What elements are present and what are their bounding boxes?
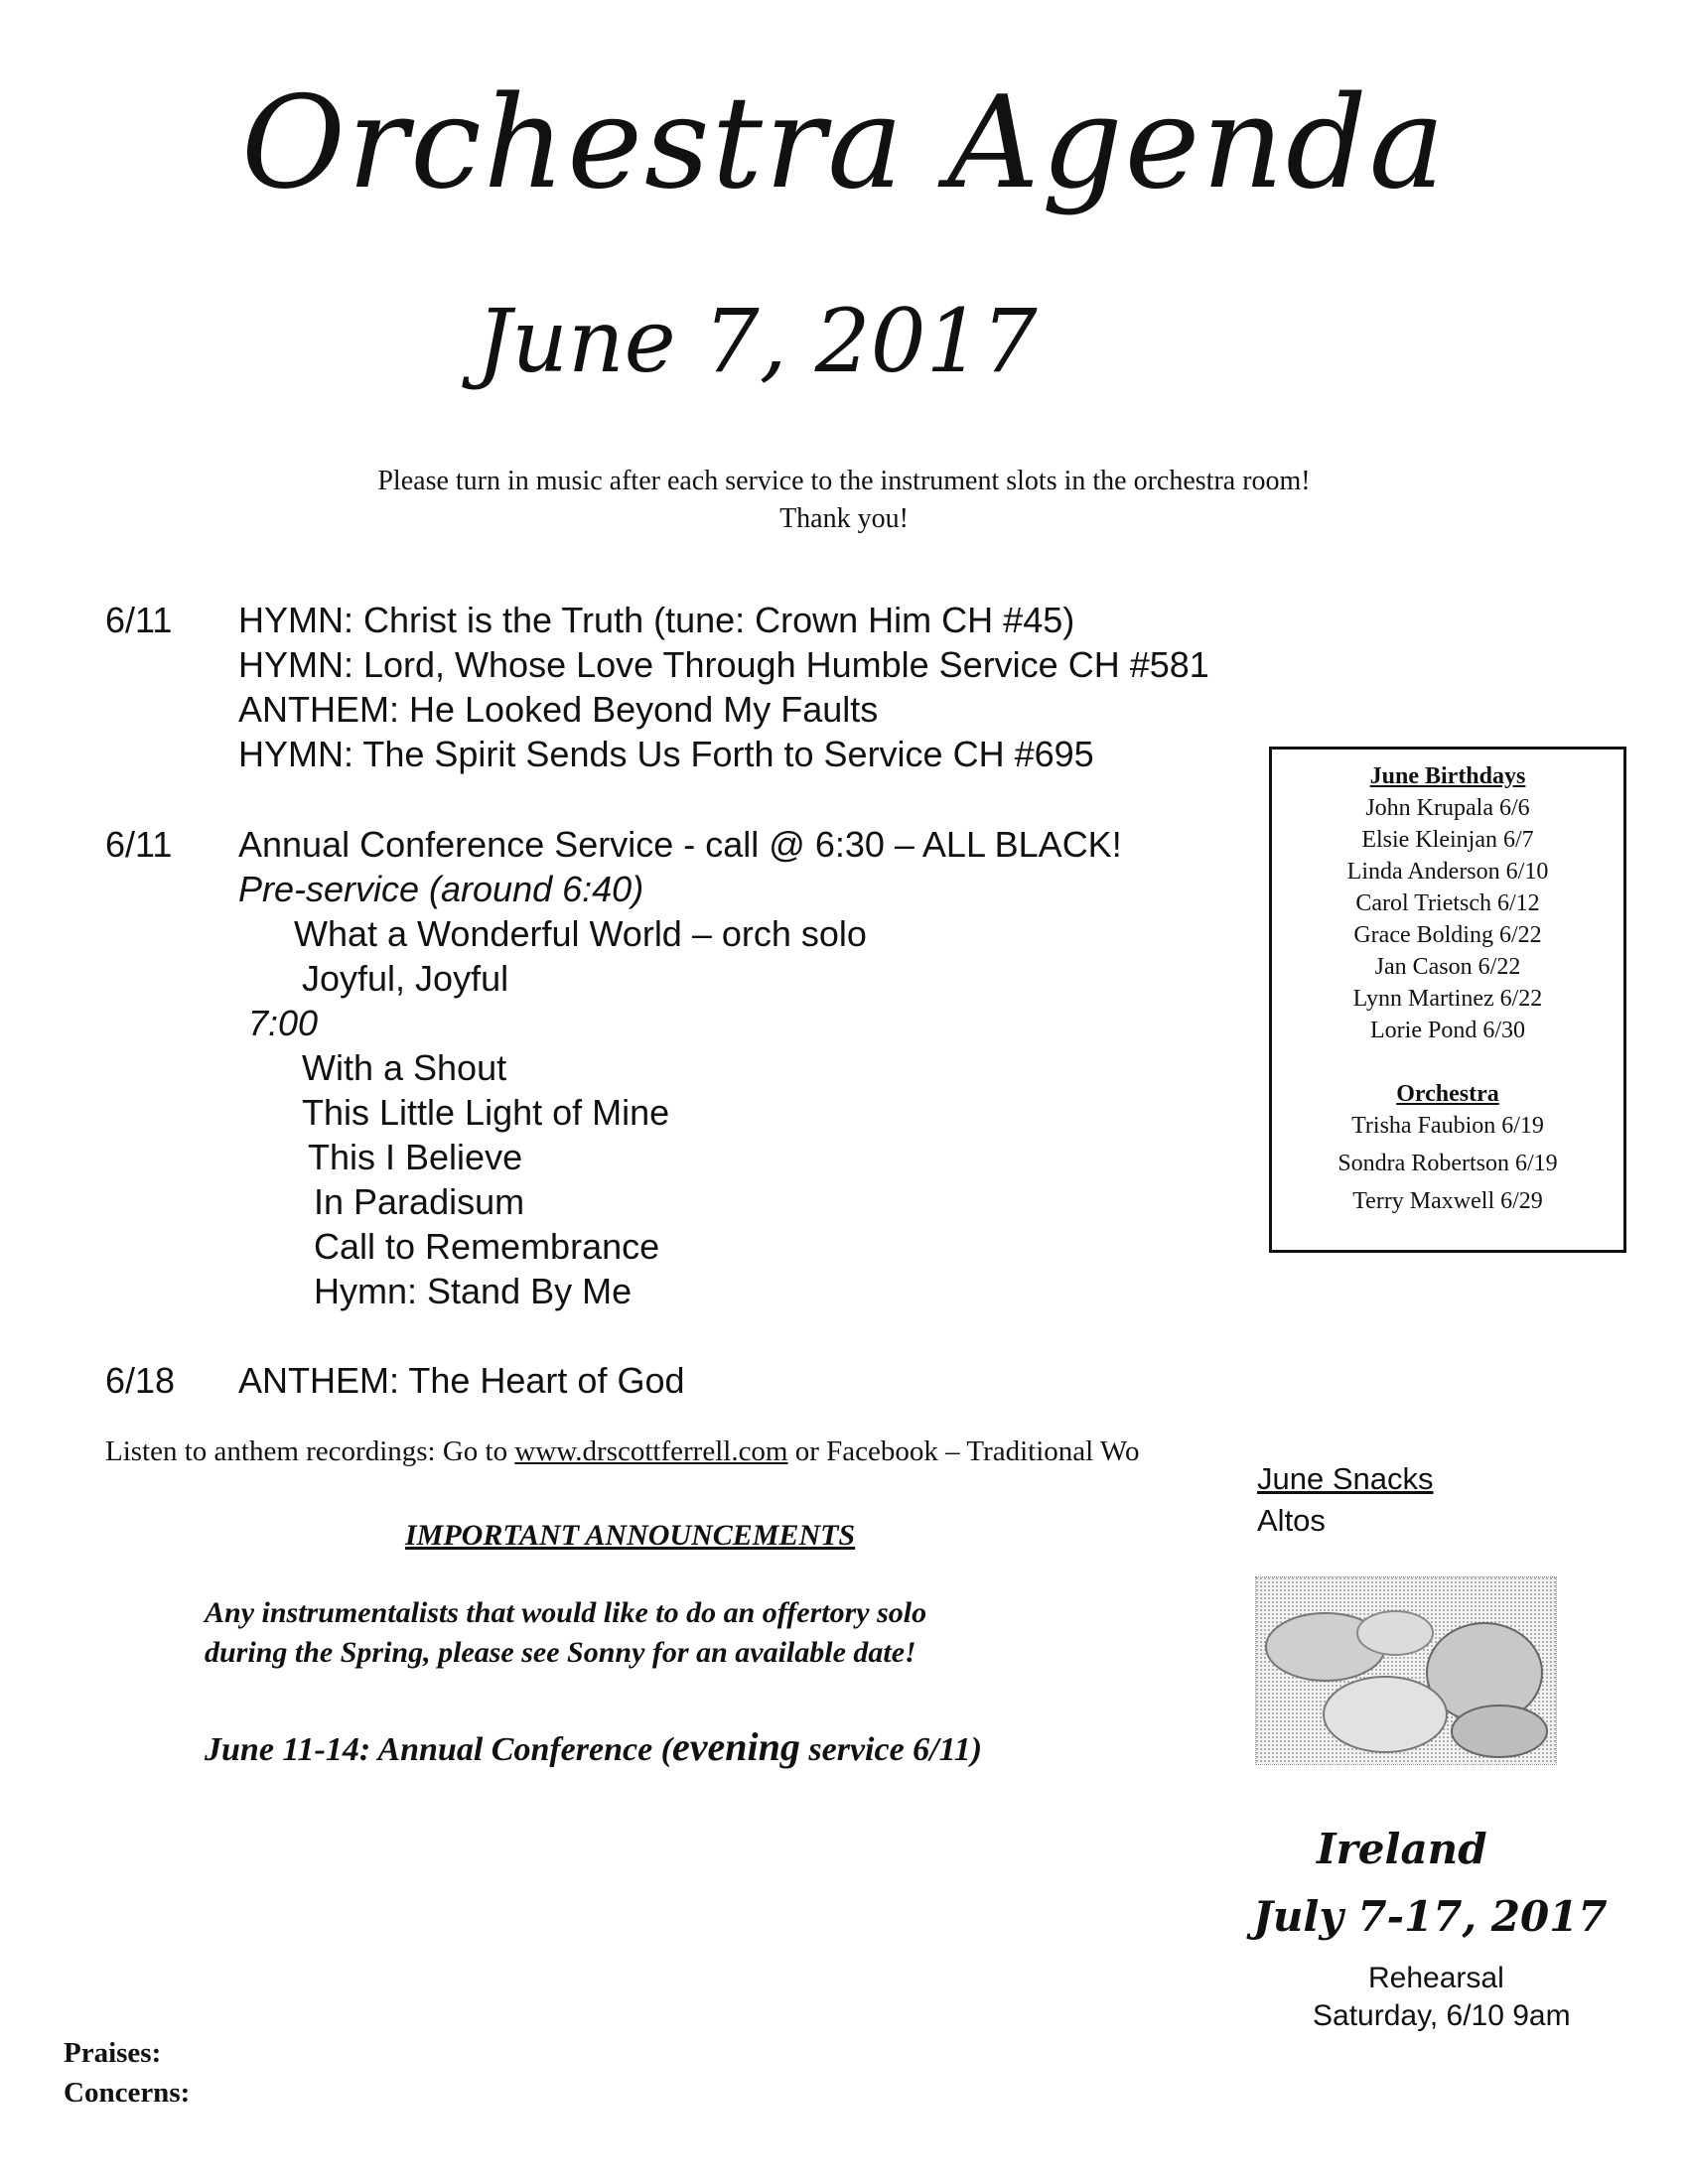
service-date-2: 6/11 xyxy=(105,824,173,865)
snacks-group: Altos xyxy=(1257,1503,1326,1538)
listen-prefix: Listen to anthem recordings: Go to xyxy=(105,1435,515,1467)
orchestra-birthday-entry: Terry Maxwell 6/29 xyxy=(1352,1188,1543,1214)
praises-label: Praises: xyxy=(64,2037,162,2069)
rehearsal-label: Rehearsal xyxy=(1368,1962,1504,1994)
service-2-item: Call to Remembrance xyxy=(314,1226,660,1267)
trip-dates: July 7-17, 2017 xyxy=(1253,1892,1608,1941)
service-3-item: ANTHEM: The Heart of God xyxy=(238,1360,685,1401)
service-1-item: ANTHEM: He Looked Beyond My Faults xyxy=(238,689,879,730)
orchestra-birthdays-heading: Orchestra xyxy=(1396,1081,1499,1107)
birthday-entry: Jan Cason 6/22 xyxy=(1374,954,1521,980)
birthday-entry: Linda Anderson 6/10 xyxy=(1346,859,1549,885)
service-1-item: HYMN: Lord, Whose Love Through Humble Service CH #581 xyxy=(238,644,1209,685)
cookies-picture xyxy=(1256,1577,1556,1764)
conference-suffix: service 6/11) xyxy=(799,1731,983,1768)
service-2-item: In Paradisum xyxy=(314,1181,525,1222)
pre-service-item: What a Wonderful World – orch solo xyxy=(294,913,867,954)
conference-announcement xyxy=(205,1723,982,1770)
agenda-date: June 7, 2017 xyxy=(477,290,1038,392)
orchestra-birthday-entry: Trisha Faubion 6/19 xyxy=(1351,1113,1544,1139)
snacks-heading: June Snacks xyxy=(1257,1461,1434,1496)
page-title: Orchestra Agenda xyxy=(240,69,1448,217)
service-date-3: 6/18 xyxy=(105,1360,176,1401)
service-1-item: HYMN: Christ is the Truth (tune: Crown Him CH #45) xyxy=(238,600,1075,640)
birthday-entry: Carol Trietsch 6/12 xyxy=(1355,890,1540,916)
service-time-label: 7:00 xyxy=(248,1003,319,1043)
concerns-label: Concerns: xyxy=(64,2077,191,2109)
listen-suffix: or Facebook – Traditional Wo xyxy=(787,1435,1140,1467)
orchestra-birthday-entry: Sondra Robertson 6/19 xyxy=(1337,1151,1558,1176)
service-2-item: Hymn: Stand By Me xyxy=(314,1271,633,1311)
service-2-item: With a Shout xyxy=(302,1047,507,1088)
music-return-note: Please turn in music after each service to the instrument slots in the orchestra room! xyxy=(377,466,1311,496)
conference-prefix: June 11-14: Annual Conference ( xyxy=(205,1731,673,1768)
thank-you-note: Thank you! xyxy=(779,503,909,534)
announcement-line: during the Spring, please see Sonny for an available date! xyxy=(205,1636,916,1669)
announcement-line: Any instrumentalists that would like to do an offertory solo xyxy=(205,1596,927,1629)
rehearsal-time: Saturday, 6/10 9am xyxy=(1313,1999,1571,2032)
birthday-entry: Lynn Martinez 6/22 xyxy=(1352,986,1543,1012)
birthday-entry: Elsie Kleinjan 6/7 xyxy=(1361,827,1534,853)
birthdays-heading: June Birthdays xyxy=(1369,763,1526,789)
pre-service-label: Pre-service (around 6:40) xyxy=(238,869,644,909)
pre-service-item: Joyful, Joyful xyxy=(302,958,509,999)
service-date-1: 6/11 xyxy=(105,600,173,640)
trip-place: Ireland xyxy=(1317,1825,1487,1873)
listen-line xyxy=(105,1435,1235,1468)
service-2-item: This Little Light of Mine xyxy=(302,1092,670,1133)
birthdays-box xyxy=(1269,747,1626,1253)
service-2-heading: Annual Conference Service - call @ 6:30 – ALL BLACK! xyxy=(238,824,1122,865)
snacks-image xyxy=(1255,1576,1557,1765)
birthday-entry: Grace Bolding 6/22 xyxy=(1353,922,1542,948)
service-2-item: This I Believe xyxy=(308,1137,523,1177)
service-1-item: HYMN: The Spirit Sends Us Forth to Service CH #695 xyxy=(238,734,1094,774)
recordings-link[interactable]: www.drscottferrell.com xyxy=(514,1435,788,1467)
birthday-entry: John Krupala 6/6 xyxy=(1365,795,1530,821)
announcements-heading: IMPORTANT ANNOUNCEMENTS xyxy=(405,1519,856,1552)
birthday-entry: Lorie Pond 6/30 xyxy=(1370,1018,1525,1043)
conference-emphasis: evening xyxy=(672,1724,800,1769)
